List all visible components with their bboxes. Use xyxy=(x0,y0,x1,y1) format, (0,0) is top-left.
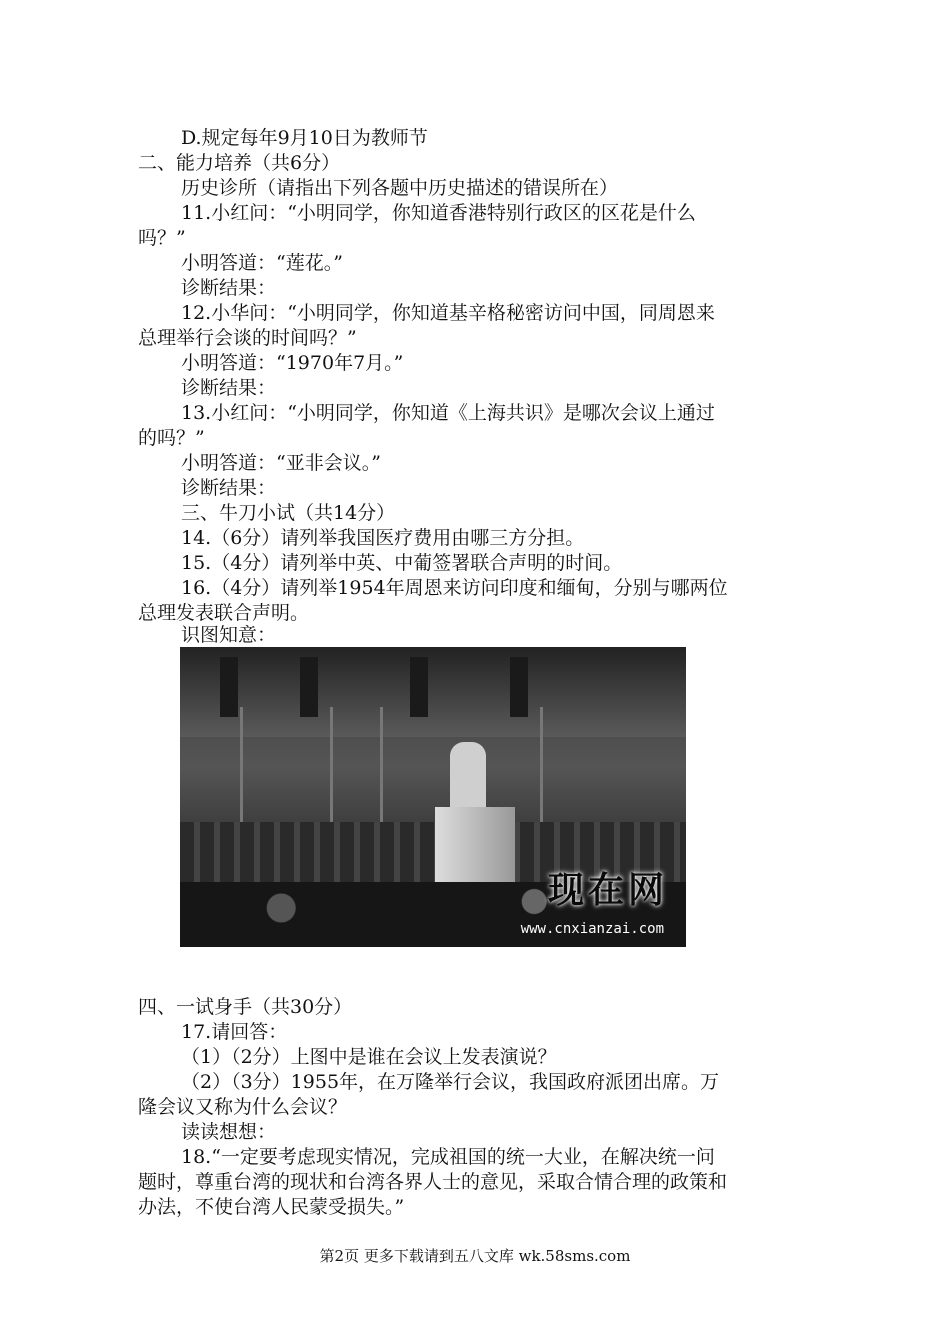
text-line: 总理举行会谈的时间吗？” xyxy=(138,327,357,349)
quote-text: 办法，不使台湾人民蒙受损失。” xyxy=(138,1196,405,1218)
answer-text: 小明答道：“1970年7月。” xyxy=(181,352,404,374)
flag-pole xyxy=(380,707,383,827)
text-line: 读读想想： xyxy=(181,1121,277,1143)
flag-shape xyxy=(410,657,428,717)
page-footer: 第2页 更多下载请到五八文库 wk.58sms.com xyxy=(319,1247,631,1265)
image-caption: 识图知意： xyxy=(181,624,277,646)
diagnosis-label: 诊断结果： xyxy=(181,477,277,499)
question-text: 11.小红问：“小明同学，你知道香港特别行政区的区花是什么 xyxy=(181,202,696,224)
question-text: 17.请回答： xyxy=(181,1021,288,1043)
watermark-logo: 现在网 xyxy=(547,870,668,911)
photo-ceiling xyxy=(180,647,686,737)
flag-pole xyxy=(240,707,243,827)
question-text: 15.（4分）请列举中英、中葡签署联合声明的时间。 xyxy=(181,552,623,574)
question-text: （2）（3分）1955年，在万隆举行会议，我国政府派团出席。万 xyxy=(181,1071,720,1093)
question-text: 16.（4分）请列举1954年周恩来访问印度和缅甸，分别与哪两位 xyxy=(181,577,728,599)
text-line: 历史诊所（请指出下列各题中历史描述的错误所在） xyxy=(181,177,619,199)
quote-text: 题时，尊重台湾的现状和台湾各界人士的意见，采取合情合理的政策和 xyxy=(138,1171,728,1193)
question-text: 12.小华问：“小明同学，你知道基辛格秘密访问中国，同周恩来 xyxy=(181,302,715,324)
section-heading: 三、牛刀小试（共14分） xyxy=(181,502,396,524)
flag-pole xyxy=(540,707,543,827)
watermark-url: www.cnxianzai.com xyxy=(520,921,664,937)
flag-pole xyxy=(330,707,333,827)
text-line: 隆会议又称为什么会议？ xyxy=(138,1096,348,1118)
speaker-figure xyxy=(450,742,486,812)
answer-text: 小明答道：“亚非会议。” xyxy=(181,452,381,474)
answer-text: 小明答道：“莲花。” xyxy=(181,252,343,274)
flag-shape xyxy=(220,657,238,717)
text-line: 吗？” xyxy=(138,227,186,249)
text-line: 的吗？” xyxy=(138,427,205,449)
section-heading: 四、一试身手（共30分） xyxy=(138,996,353,1018)
text-line: 总理发表联合声明。 xyxy=(138,602,310,624)
conference-photo xyxy=(180,647,686,947)
diagnosis-label: 诊断结果： xyxy=(181,277,277,299)
quote-text: 18.“一定要考虑现实情况，完成祖国的统一大业，在解决统一问 xyxy=(181,1146,715,1168)
flag-shape xyxy=(510,657,528,717)
question-text: （1）（2分）上图中是谁在会议上发表演说？ xyxy=(181,1046,557,1068)
section-heading: 二、能力培养（共6分） xyxy=(138,152,341,174)
flag-shape xyxy=(300,657,318,717)
question-text: 13.小红问：“小明同学，你知道《上海共识》是哪次会议上通过 xyxy=(181,402,715,424)
diagnosis-label: 诊断结果： xyxy=(181,377,277,399)
question-text: 14.（6分）请列举我国医疗费用由哪三方分担。 xyxy=(181,527,585,549)
text-line: D.规定每年9月10日为教师节 xyxy=(181,127,428,149)
